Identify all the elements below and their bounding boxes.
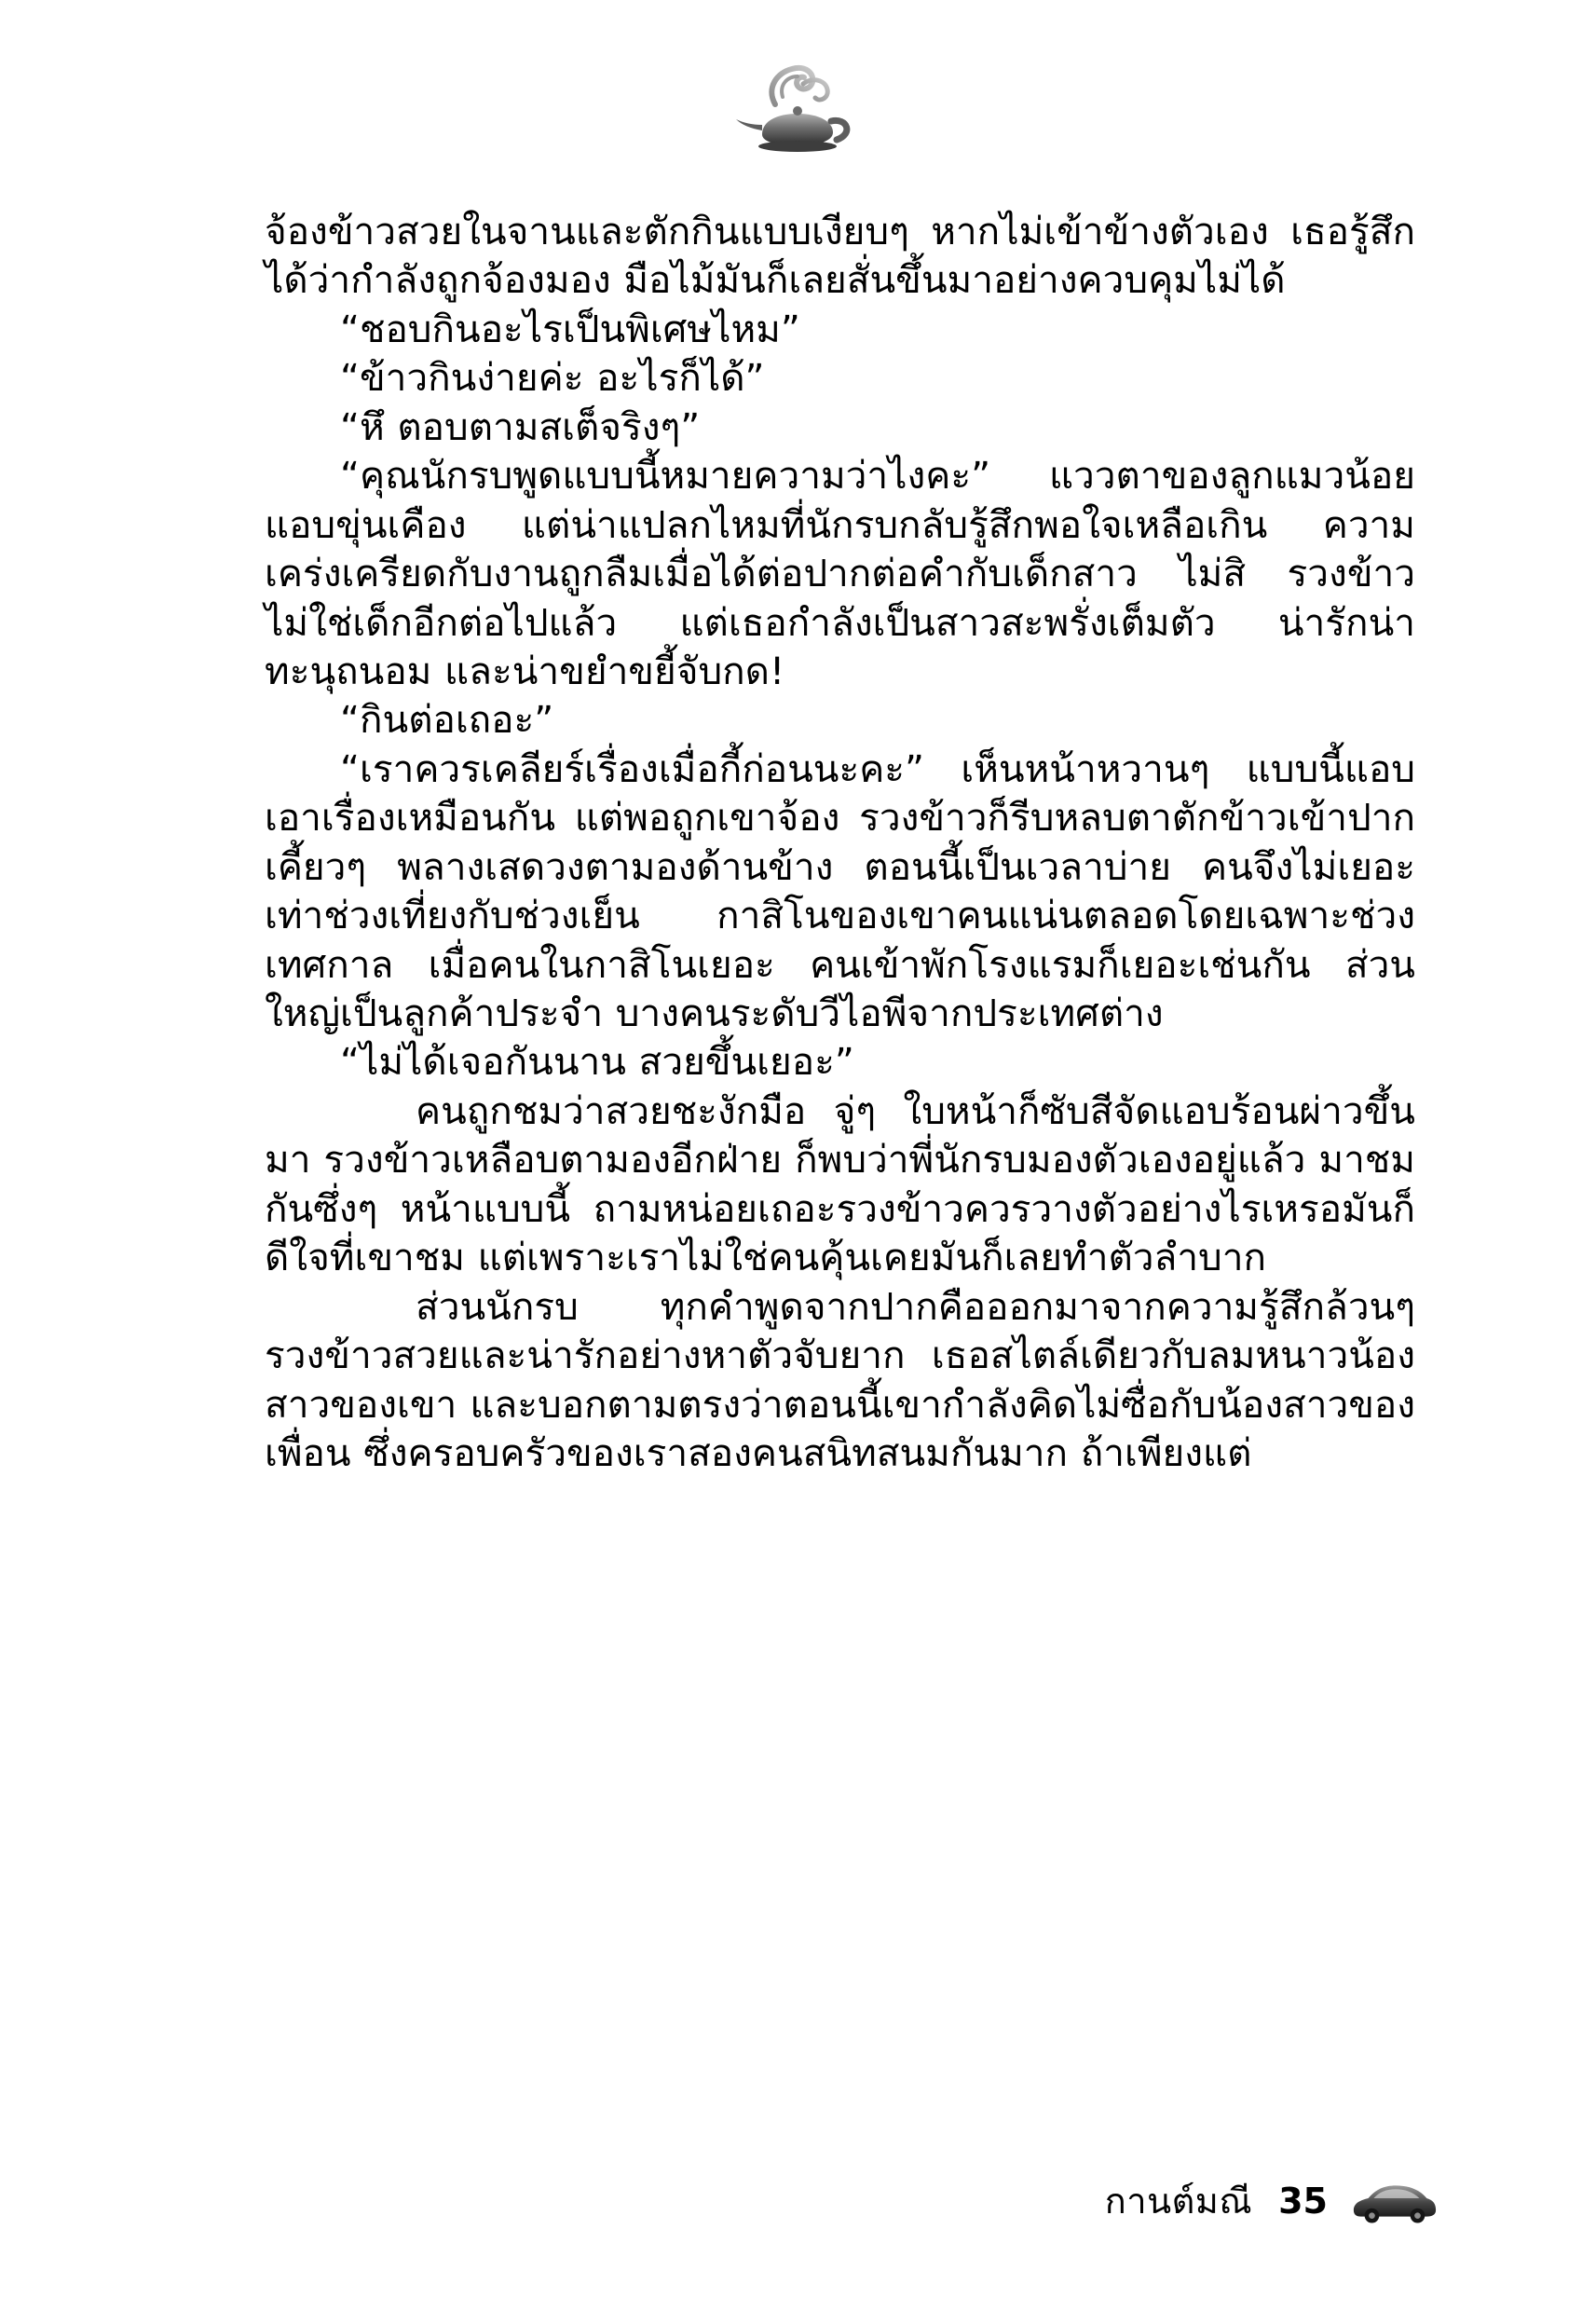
car-icon: [1348, 2177, 1439, 2225]
paragraph: “กินต่อเถอะ”: [340, 697, 554, 743]
paragraph: “ข้าวกินง่ายค่ะ อะไรก็ได้”: [340, 355, 765, 401]
paragraph: “เราควรเคลียร์เรื่องเมื่อกี้ก่อนนะคะ” เห็นหน้าหวานๆ แบบนี้แอบเอาเรื่องเหมือนกัน แต่พอถูกเขาจ้อง รวงข้าวก็รีบหลบตาตักข้าวเข้าปากเคี้ยวๆ พลางเสดวงตามองด้านข้าง ตอนนี้เป็นเวลาบ่าย คนจึงไม่เยอะเท่าช่วงเที่ยงกับช่วงเย็น กาสิโนของเขาคนแน่นตลอดโดยเฉพาะช่วงเทศกาล เมื่อคนในกาสิโนเยอะ คนเข้าพักโรงแรมก็เยอะเช่นกัน ส่วนใหญ่เป็นลูกค้าประจำ บางคนระดับวีไอพีจากประเทศต่าง: [265, 745, 1415, 1035]
paragraph: “หึ ตอบตามสเต็จริงๆ”: [340, 403, 701, 449]
page-body: [265, 207, 1415, 1477]
genie-lamp-ornament-icon: [0, 51, 1596, 163]
paragraph: ส่วนนักรบ ทุกคำพูดจากปากคือออกมาจากความรู้สึกล้วนๆ รวงข้าวสวยและน่ารักอย่างหาตัวจับยาก เธอสไตล์เดียวกับลมหนาวน้องสาวของเขา และบอกตามตรงว่าตอนนี้เขากำลังคิดไม่ซื่อกับน้องสาวของเพื่อน ซึ่งครอบครัวของเราสองคนสนิทสนมกันมาก ถ้าเพียงแต่: [265, 1283, 1415, 1475]
paragraph: “ชอบกินอะไรเป็นพิเศษไหม”: [340, 306, 800, 351]
paragraph: “คุณนักรบพูดแบบนี้หมายความว่าไงคะ” แววตาของลูกแมวน้อยแอบขุ่นเคือง แต่น่าแปลกไหมที่นักรบกลับรู้สึกพอใจเหลือเกิน ความเคร่งเครียดกับงานถูกลืมเมื่อได้ต่อปากต่อคำกับเด็กสาว ไม่สิ รวงข้าวไม่ใช่เด็กอีกต่อไปแล้ว แต่เธอกำลังเป็นสาวสะพรั่งเต็มตัว น่ารักน่าทะนุถนอม และน่าขยำขยี้จับกด!: [265, 453, 1415, 693]
footer-book-title: กานต์มณี: [1104, 2181, 1253, 2222]
page-footer: [1105, 2172, 1439, 2229]
paragraph: จ้องข้าวสวยในจานและตักกินแบบเงียบๆ หากไม่เข้าข้างตัวเอง เธอรู้สึกได้ว่ากำลังถูกจ้องมอง มือไม้มันก็เลยสั่นขึ้นมาอย่างควบคุมไม่ได้: [265, 209, 1415, 303]
paragraph: คนถูกชมว่าสวยชะงักมือ จู่ๆ ใบหน้าก็ซับสีจัดแอบร้อนผ่าวขึ้นมา รวงข้าวเหลือบตามองอีกฝ่าย ก็พบว่าพี่นักรบมองตัวเองอยู่แล้ว มาชมกันซึ่งๆ หน้าแบบนี้ ถามหน่อยเถอะรวงข้าวควรวางตัวอย่างไรเหรอมันก็ดีใจที่เขาชม แต่เพราะเราไม่ใช่คนคุ้นเคยมันก็เลยทำตัวลำบาก: [265, 1087, 1415, 1280]
paragraph: “ไม่ได้เจอกันนาน สวยขึ้นเยอะ”: [340, 1039, 854, 1085]
page-number: 35: [1278, 2180, 1328, 2222]
